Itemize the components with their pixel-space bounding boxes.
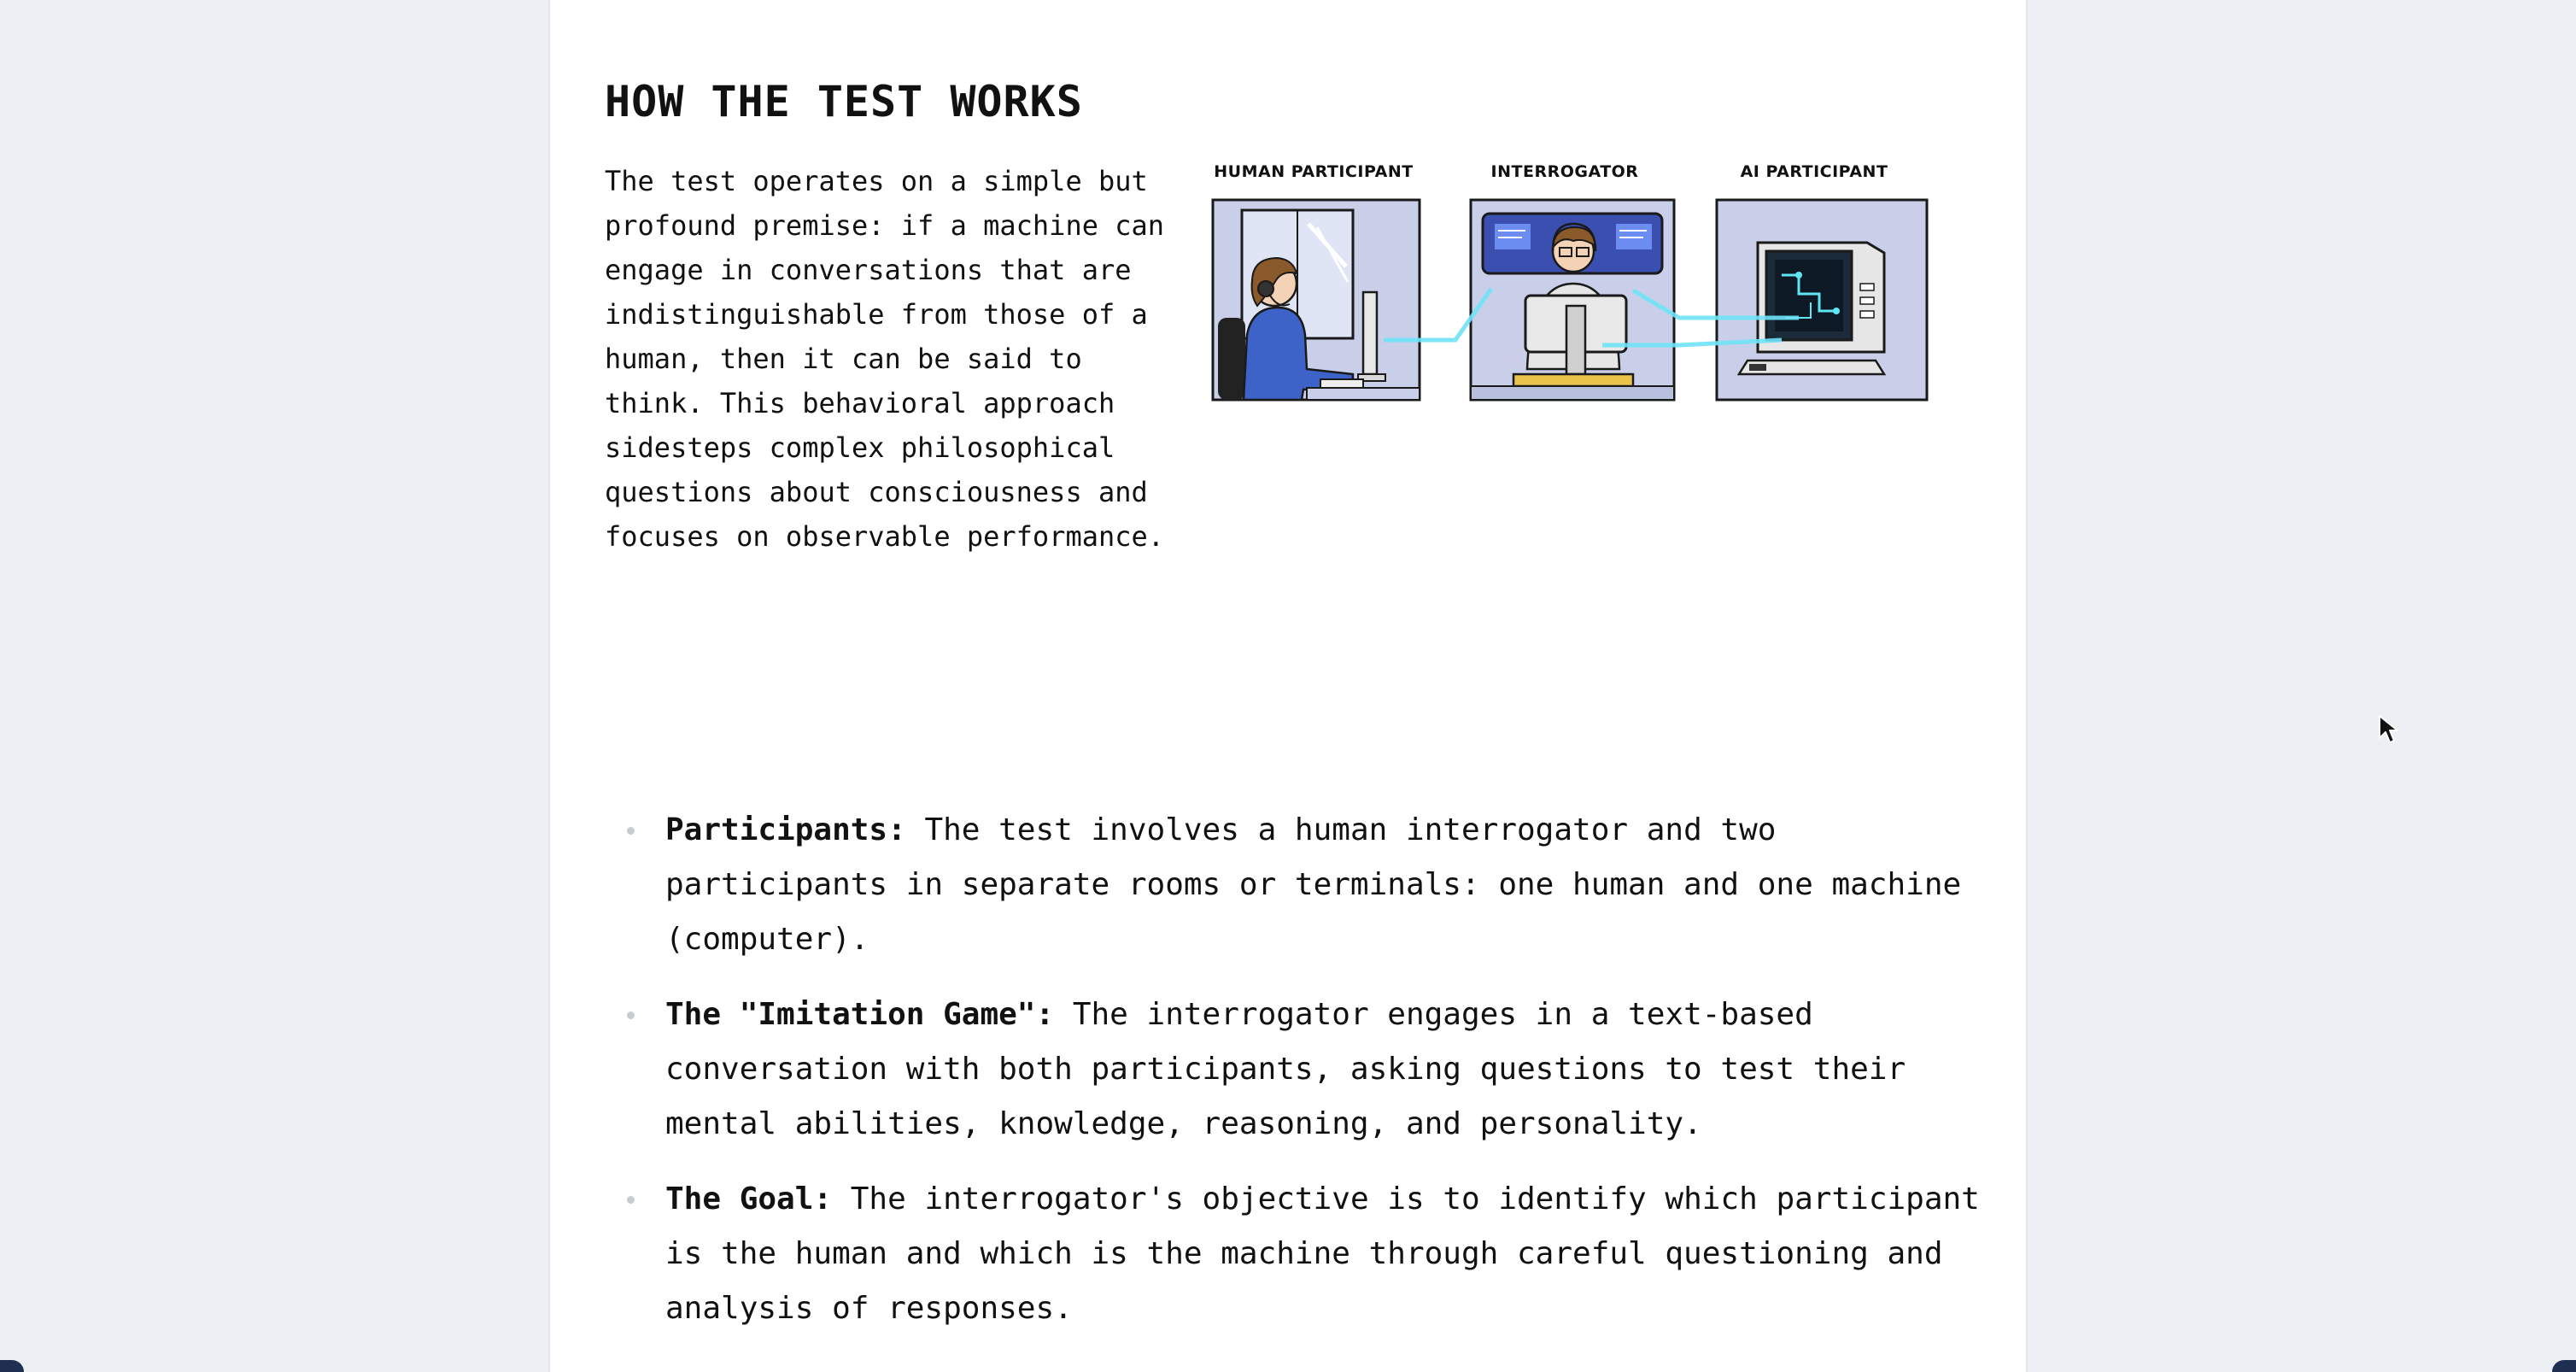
interrogator-illustration	[1471, 200, 1674, 400]
desktop-background-corner	[0, 1360, 24, 1372]
diagram-illustration	[1201, 198, 1929, 403]
label-interrogator: INTERROGATOR	[1490, 162, 1639, 181]
bullet-icon	[627, 1196, 635, 1204]
mouse-cursor-icon	[2378, 714, 2398, 745]
bullet-icon	[627, 1011, 635, 1019]
ai-computer-illustration	[1717, 200, 1927, 400]
feature-list	[605, 803, 1988, 1357]
list-item	[605, 1172, 1988, 1336]
list-item	[605, 803, 1988, 967]
list-item	[605, 988, 1988, 1152]
section-intro-paragraph: The test operates on a simple but profound premise: if a machine can engage in conversations that are indistinguishable from those of a human, then it can be said to think. This behavioral approach sidesteps complex philosophical questions about consciousness and focuses on observable performance.	[605, 165, 1165, 553]
feature-description: The test involves a human interrogator and two participants in separate rooms or terminals: one human and one machine (computer).	[665, 812, 1962, 957]
human-participant-illustration	[1213, 200, 1420, 400]
turing-test-diagram	[1201, 162, 1929, 410]
desktop-background-corner	[2552, 1360, 2576, 1372]
label-human-participant: HUMAN PARTICIPANT	[1214, 162, 1414, 181]
feature-term: Participants:	[665, 812, 906, 847]
bullet-icon	[627, 827, 635, 835]
article-page	[550, 0, 2026, 1372]
section-title: HOW THE TEST WORKS	[605, 77, 1083, 126]
feature-term: The "Imitation Game":	[665, 997, 1055, 1032]
feature-description: The interrogator engages in a text-based conversation with both participants, asking questions to test their mental abilities, knowledge, reasoning, and personality.	[665, 997, 1906, 1141]
label-ai-participant: AI PARTICIPANT	[1740, 162, 1888, 181]
feature-description: The interrogator's objective is to identify which participant is the human and which is the machine through careful questioning and analysis of responses.	[665, 1181, 1980, 1326]
feature-term: The Goal:	[665, 1181, 833, 1217]
